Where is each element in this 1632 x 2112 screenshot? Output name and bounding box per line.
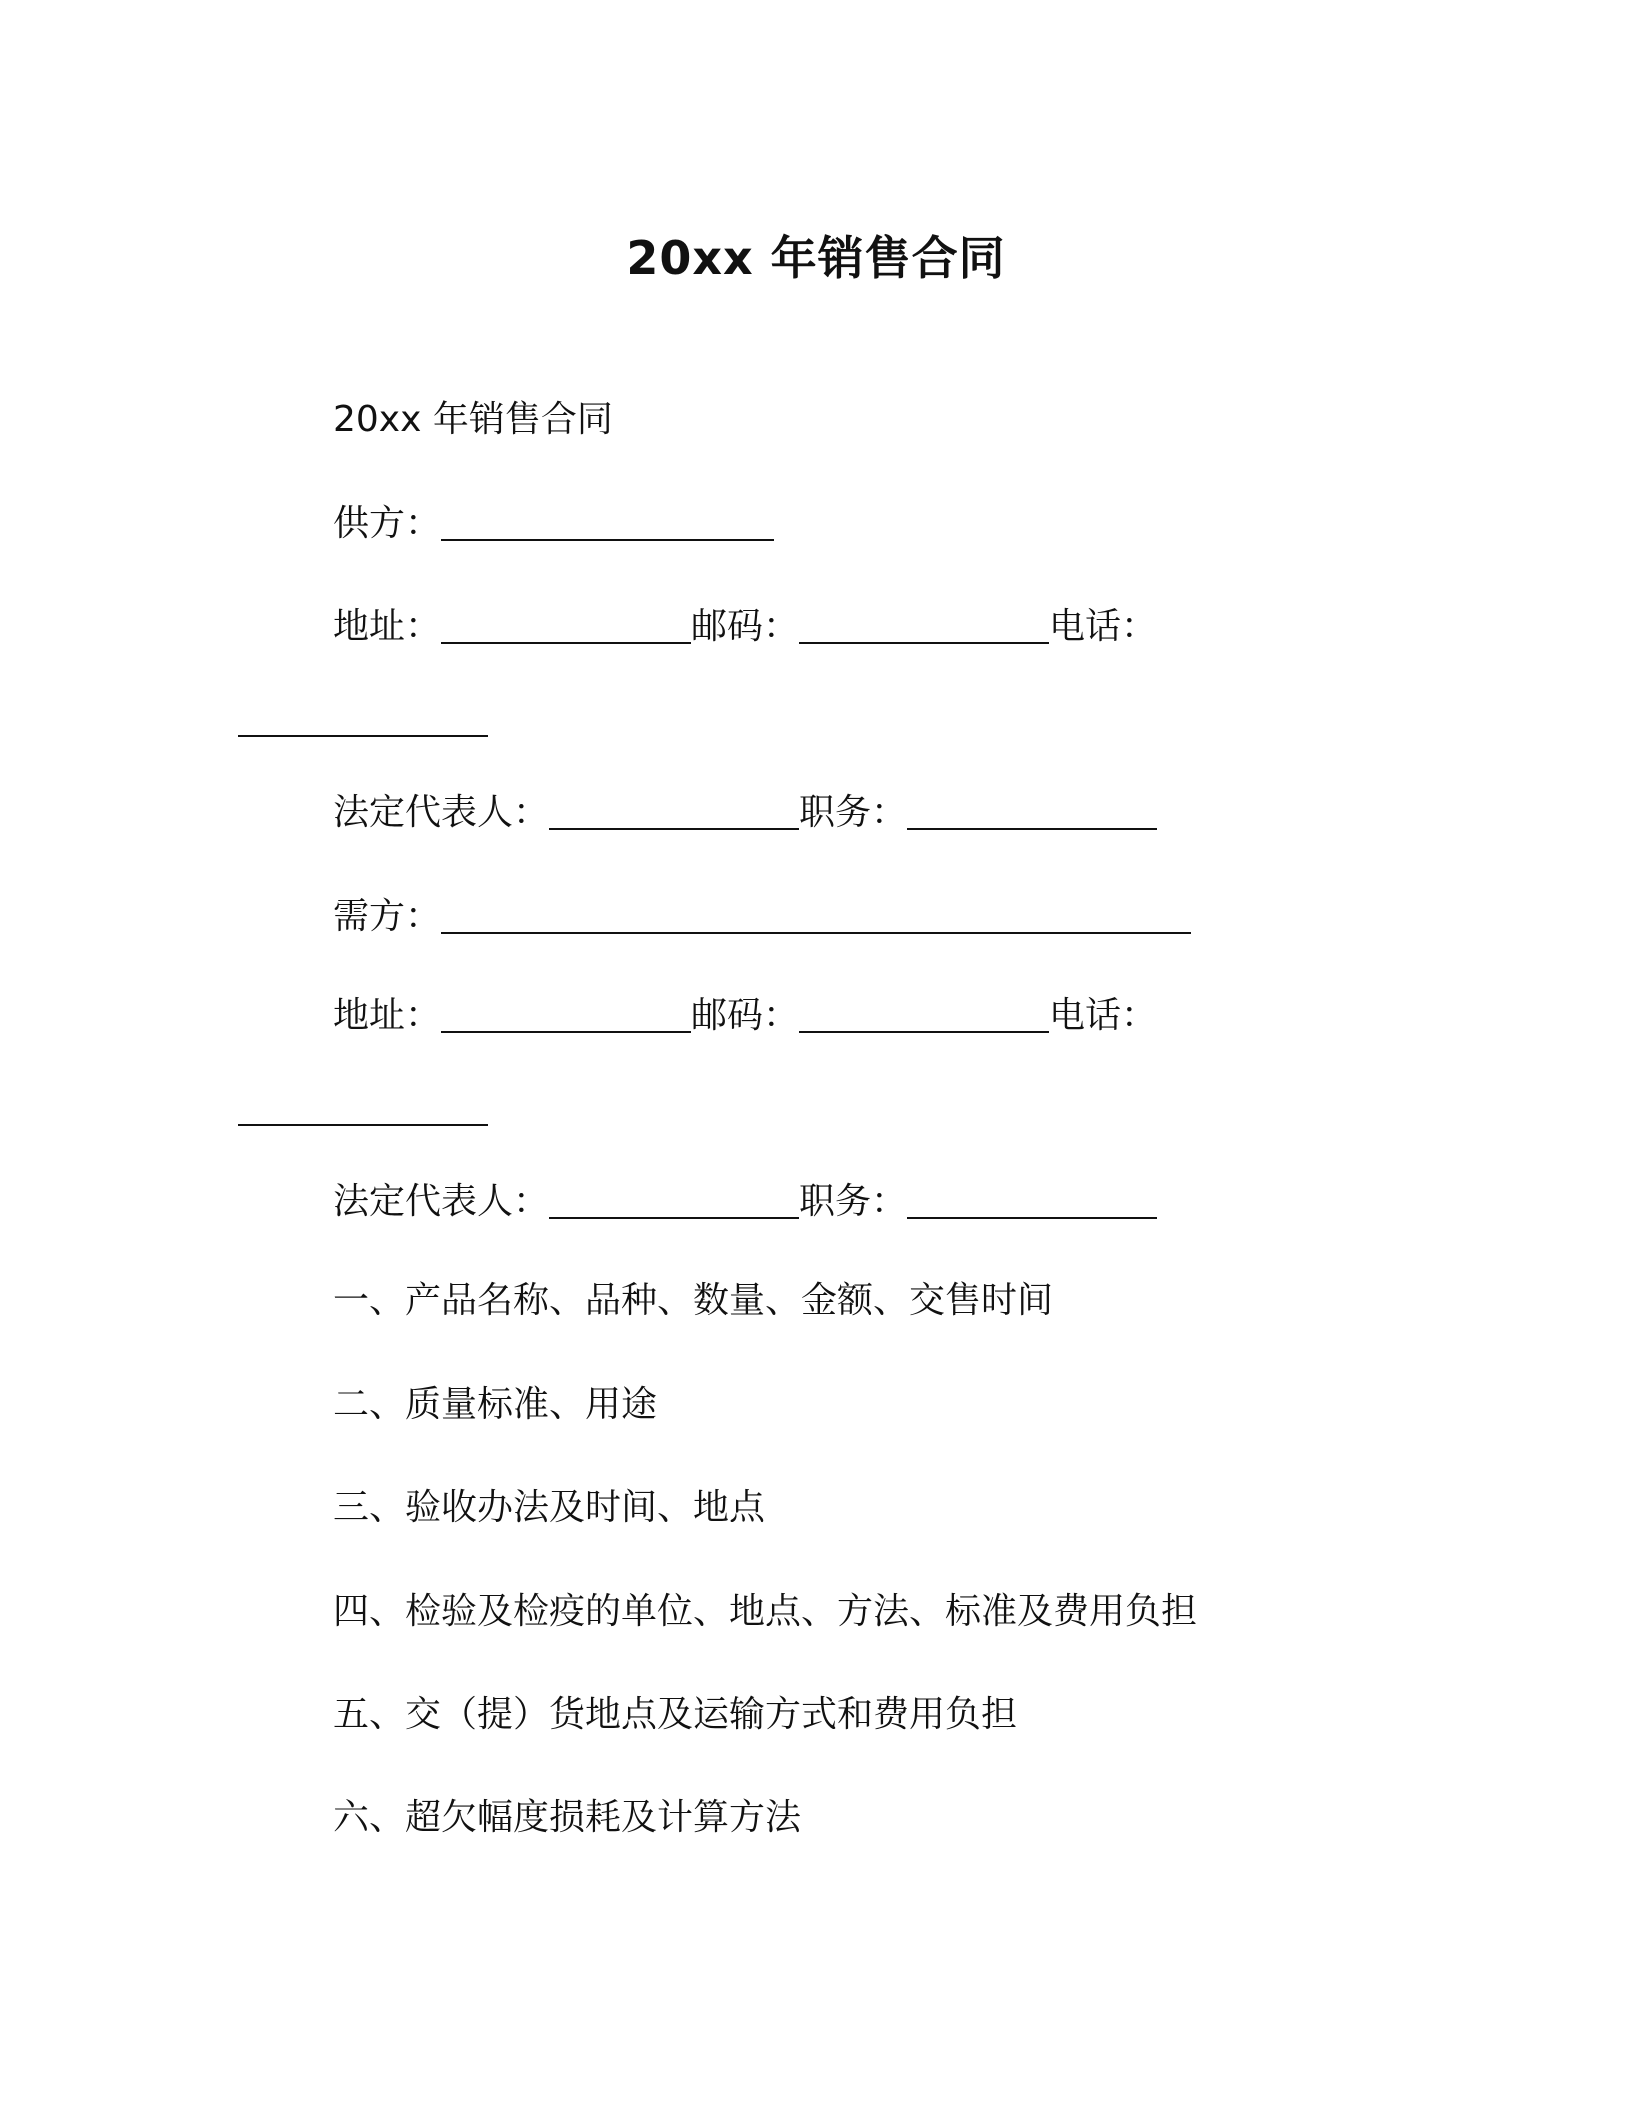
clause-4: 四、检验及检疫的单位、地点、方法、标准及费用负担 <box>333 1591 1198 1632</box>
supplier-postcode-blank <box>799 608 1049 644</box>
supplier-phone-line <box>238 696 488 744</box>
supplier-name-blank <box>441 505 774 541</box>
clause-3: 三、验收办法及时间、地点 <box>333 1487 766 1528</box>
document-title: 20xx 年销售合同 <box>626 231 1006 285</box>
buyer-label: 需方： <box>333 896 442 937</box>
supplier-rep-line <box>333 789 1157 837</box>
buyer-rep-label: 法定代表人： <box>333 1181 550 1222</box>
supplier-rep-label: 法定代表人： <box>333 792 550 833</box>
buyer-position-blank <box>907 1183 1157 1219</box>
buyer-postcode-label: 邮码： <box>691 995 800 1036</box>
clause-2: 二、质量标准、用途 <box>333 1384 658 1425</box>
buyer-phone-label: 电话： <box>1049 995 1158 1036</box>
buyer-phone-line <box>238 1085 488 1133</box>
buyer-name-blank <box>441 898 1191 934</box>
supplier-address-blank <box>441 608 691 644</box>
clause-5: 五、交（提）货地点及运输方式和费用负担 <box>333 1694 1018 1735</box>
supplier-phone-label: 电话： <box>1049 606 1158 647</box>
supplier-line <box>333 500 774 548</box>
supplier-position-blank <box>907 794 1157 830</box>
supplier-rep-blank <box>549 794 799 830</box>
clause-6: 六、超欠幅度损耗及计算方法 <box>333 1797 802 1838</box>
buyer-address-label: 地址： <box>333 995 442 1036</box>
buyer-position-label: 职务： <box>799 1181 908 1222</box>
buyer-address-blank <box>441 997 691 1033</box>
supplier-postcode-label: 邮码： <box>691 606 800 647</box>
document-subtitle: 20xx 年销售合同 <box>333 399 613 440</box>
supplier-position-label: 职务： <box>799 792 908 833</box>
supplier-phone-blank <box>238 701 488 737</box>
supplier-address-label: 地址： <box>333 606 442 647</box>
buyer-line <box>333 893 1191 941</box>
clause-1: 一、产品名称、品种、数量、金额、交售时间 <box>333 1280 1054 1321</box>
buyer-rep-line <box>333 1178 1157 1226</box>
supplier-label: 供方： <box>333 503 442 544</box>
buyer-phone-blank <box>238 1090 488 1126</box>
buyer-postcode-blank <box>799 997 1049 1033</box>
supplier-contact-line <box>333 603 1157 651</box>
buyer-contact-line <box>333 992 1157 1040</box>
buyer-rep-blank <box>549 1183 799 1219</box>
